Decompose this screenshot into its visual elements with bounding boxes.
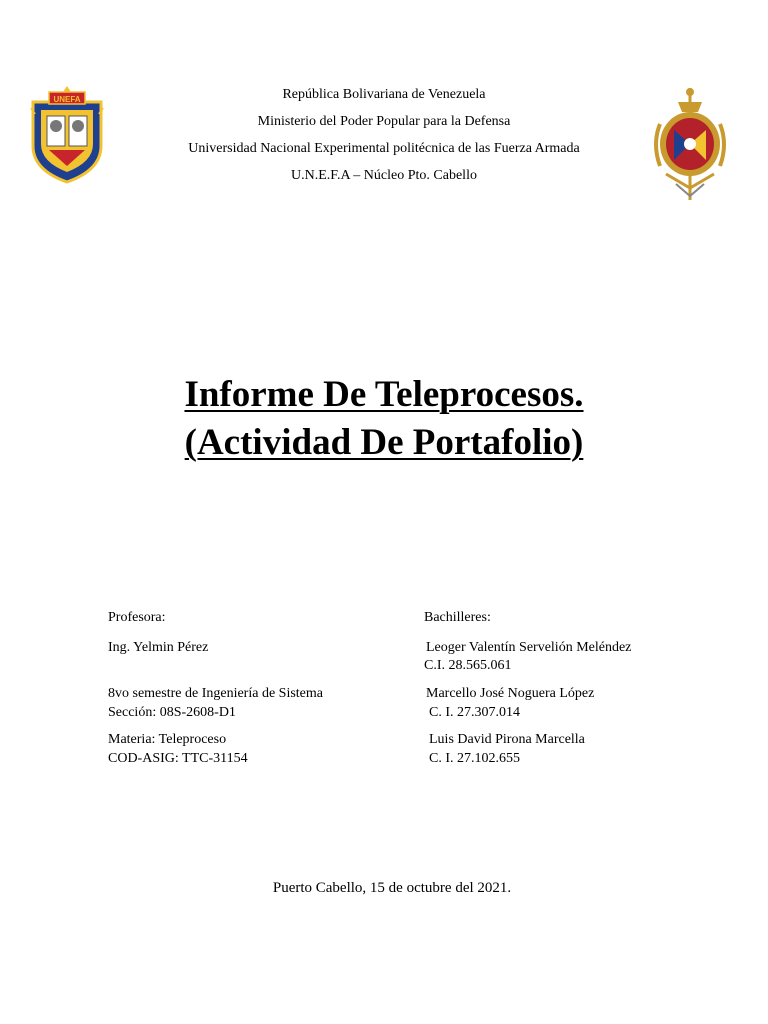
student-name: Marcello José Noguera López xyxy=(426,686,595,701)
left-logo-text: UNEFA xyxy=(53,95,81,104)
header-line-nucleo: U.N.E.F.A – Núcleo Pto. Cabello xyxy=(291,168,477,183)
cod-asig-text: COD-ASIG: TTC-31154 xyxy=(108,751,248,766)
profesora-label: Profesora: xyxy=(108,610,166,625)
bachilleres-label: Bachilleres: xyxy=(424,610,491,625)
student-ci: C. I. 27.102.655 xyxy=(429,751,520,766)
student-ci: C.I. 28.565.061 xyxy=(424,658,512,673)
student-name: Luis David Pirona Marcella xyxy=(429,732,585,747)
student-ci: C. I. 27.307.014 xyxy=(429,705,520,720)
header-line-ministerio: Ministerio del Poder Popular para la Defensa xyxy=(257,114,511,129)
title-line-1: Informe De Teleprocesos. xyxy=(184,374,584,415)
semestre-text: 8vo semestre de Ingeniería de Sistema xyxy=(108,686,323,701)
seccion-text: Sección: 08S-2608-D1 xyxy=(108,705,236,720)
materia-text: Materia: Teleproceso xyxy=(108,732,227,747)
header-line-republica: República Bolivariana de Venezuela xyxy=(282,87,486,102)
place-date: Puerto Cabello, 15 de octubre del 2021. xyxy=(272,880,512,896)
title-line-2: (Actividad De Portafolio) xyxy=(184,422,584,463)
profesora-name: Ing. Yelmin Pérez xyxy=(108,640,209,655)
header-line-universidad: Universidad Nacional Experimental politécnica de las Fuerza Armada xyxy=(188,141,580,156)
student-name: Leoger Valentín Servelión Meléndez xyxy=(426,640,632,655)
